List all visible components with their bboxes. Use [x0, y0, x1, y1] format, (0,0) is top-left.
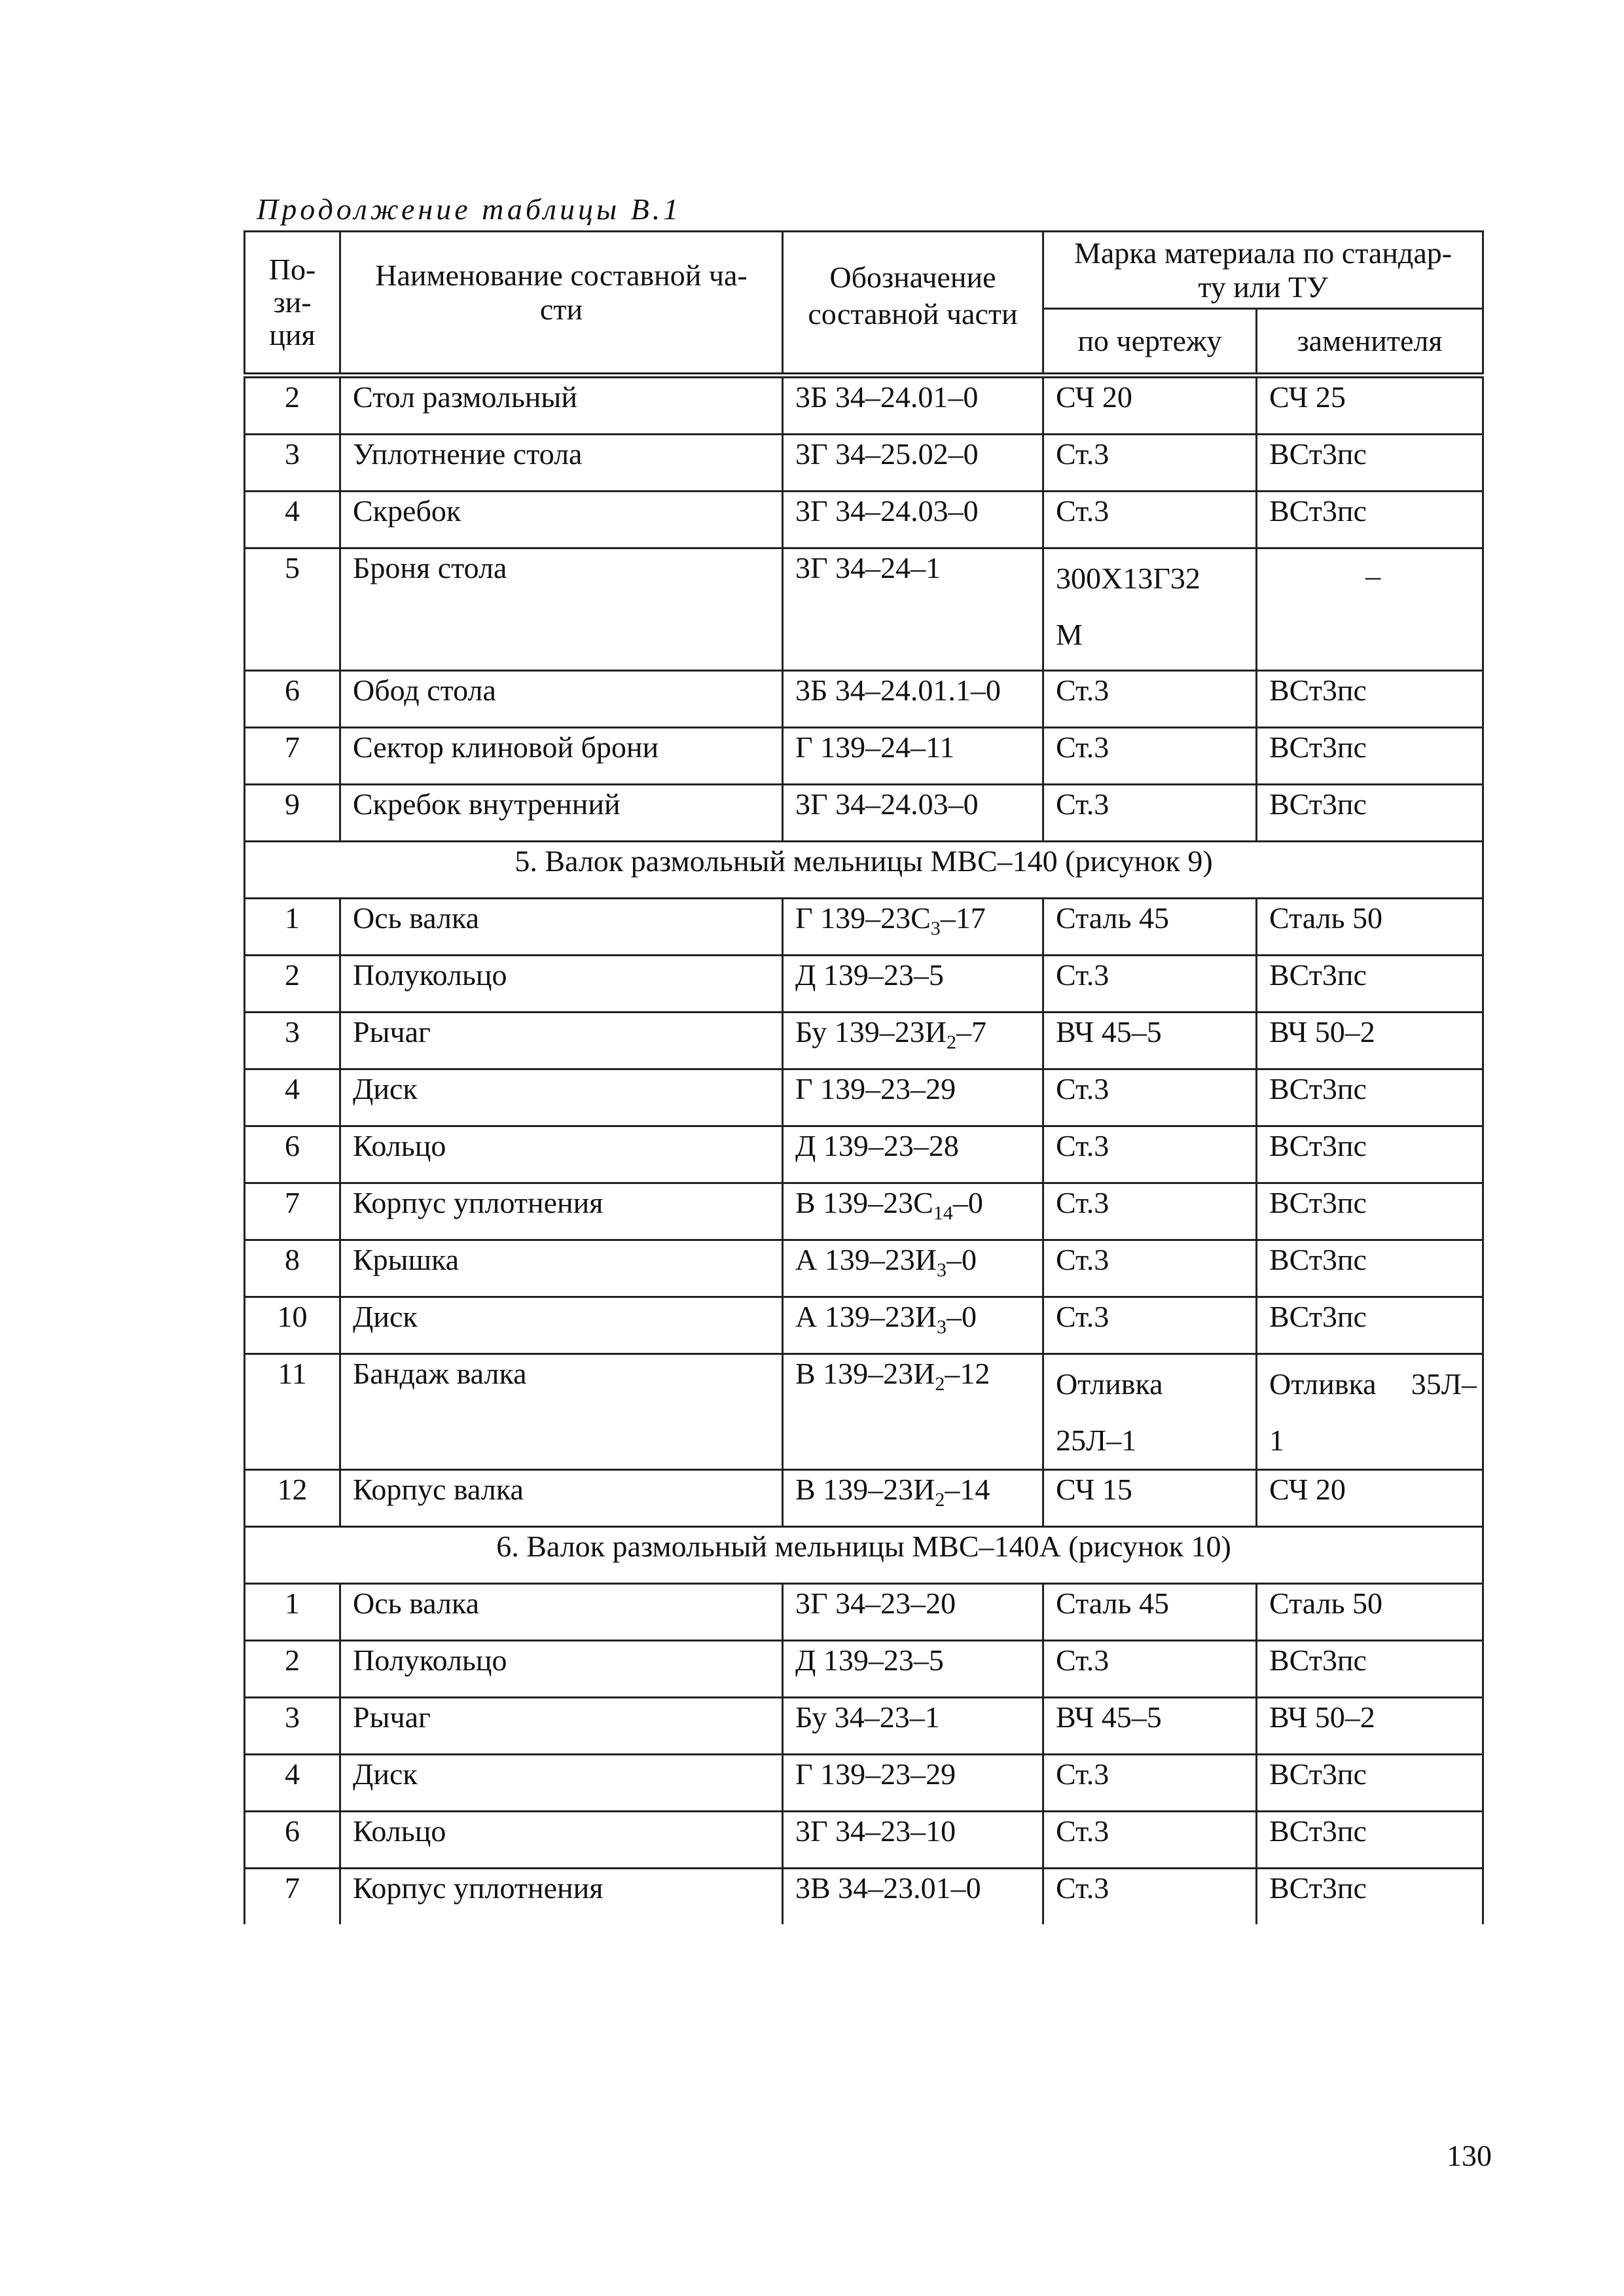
designation-suffix: –14	[945, 1473, 990, 1506]
table-row	[245, 548, 1483, 671]
cell-designation: 3Г 34–23–20	[783, 1584, 1043, 1641]
cell-designation: Г 139–23–29	[783, 1755, 1043, 1812]
cell-designation	[783, 1297, 1043, 1354]
cell-designation: Бу 34–23–1	[783, 1698, 1043, 1755]
cell-material: Ст.3	[1043, 1869, 1257, 1925]
table-row	[245, 1297, 1483, 1354]
table-row	[245, 1755, 1483, 1812]
cell-position: 4	[245, 1069, 340, 1126]
cell-position: 6	[245, 671, 340, 728]
cell-substitute: ВСт3пс	[1257, 1641, 1483, 1698]
cell-position: 3	[245, 1013, 340, 1069]
table-row	[245, 1470, 1483, 1527]
cell-material: Сталь 45	[1043, 1584, 1257, 1641]
table-row	[245, 728, 1483, 785]
cell-material: Отливка 25Л–1	[1043, 1354, 1257, 1470]
designation-subscript: 2	[935, 1373, 945, 1395]
materials-table	[244, 230, 1484, 1924]
cell-designation: 3В 34–23.01–0	[783, 1869, 1043, 1925]
cell-substitute	[1257, 1354, 1483, 1470]
table-row	[245, 376, 1483, 435]
cell-position: 2	[245, 1641, 340, 1698]
table-row	[245, 1013, 1483, 1069]
cell-name: Диск	[340, 1755, 783, 1812]
cell-position: 6	[245, 1812, 340, 1869]
cell-designation	[783, 1183, 1043, 1240]
cell-material: СЧ 20	[1043, 376, 1257, 435]
cell-substitute: ВСт3пс	[1257, 1869, 1483, 1925]
table-header	[245, 232, 1483, 376]
cell-substitute: ВСт3пс	[1257, 1183, 1483, 1240]
cell-name: Сектор клиновой брони	[340, 728, 783, 785]
cell-name: Корпус уплотнения	[340, 1183, 783, 1240]
cell-position: 3	[245, 435, 340, 492]
cell-position: 2	[245, 376, 340, 435]
table-row	[245, 785, 1483, 842]
table-row	[245, 492, 1483, 548]
cell-position: 12	[245, 1470, 340, 1527]
table-row	[245, 435, 1483, 492]
designation-text: А 139–23И	[795, 1243, 937, 1276]
cell-position: 5	[245, 548, 340, 671]
cell-name: Скребок внутренний	[340, 785, 783, 842]
substitute-part: 1	[1269, 1424, 1284, 1457]
cell-name: Ось валка	[340, 1584, 783, 1641]
table-row	[245, 1641, 1483, 1698]
cell-substitute: ВСт3пс	[1257, 1297, 1483, 1354]
cell-position: 10	[245, 1297, 340, 1354]
cell-designation	[783, 899, 1043, 956]
cell-position: 7	[245, 1869, 340, 1925]
designation-text: В 139–23И	[795, 1357, 935, 1390]
cell-name: Диск	[340, 1297, 783, 1354]
cell-designation: Д 139–23–5	[783, 1641, 1043, 1698]
cell-name: Полукольцо	[340, 956, 783, 1013]
designation-suffix: –0	[952, 1186, 983, 1219]
cell-position: 2	[245, 956, 340, 1013]
cell-substitute: ВСт3пс	[1257, 1755, 1483, 1812]
substitute-part: 35Л–	[1411, 1367, 1477, 1401]
designation-subscript: 3	[936, 1316, 947, 1338]
cell-substitute: ВСт3пс	[1257, 785, 1483, 842]
designation-subscript: 3	[930, 918, 941, 940]
cell-name: Уплотнение стола	[340, 435, 783, 492]
table-caption: Продолжение таблицы В.1	[257, 192, 682, 226]
cell-name: Ось валка	[340, 899, 783, 956]
cell-designation: Д 139–23–28	[783, 1126, 1043, 1183]
cell-name: Полукольцо	[340, 1641, 783, 1698]
cell-position: 4	[245, 492, 340, 548]
designation-suffix: –17	[940, 901, 986, 935]
cell-position: 9	[245, 785, 340, 842]
cell-designation	[783, 1013, 1043, 1069]
header-substitute: заменителя	[1257, 309, 1483, 376]
cell-designation: Г 139–23–29	[783, 1069, 1043, 1126]
cell-name: Кольцо	[340, 1126, 783, 1183]
cell-designation: Г 139–24–11	[783, 728, 1043, 785]
cell-name: Кольцо	[340, 1812, 783, 1869]
cell-name: Корпус уплотнения	[340, 1869, 783, 1925]
cell-substitute: ВСт3пс	[1257, 1812, 1483, 1869]
cell-material: Ст.3	[1043, 1297, 1257, 1354]
cell-position: 8	[245, 1240, 340, 1297]
cell-designation	[783, 1240, 1043, 1297]
table-row	[245, 1240, 1483, 1297]
cell-name: Обод стола	[340, 671, 783, 728]
cell-position: 11	[245, 1354, 340, 1470]
cell-name: Стол размольный	[340, 376, 783, 435]
table-row	[245, 1183, 1483, 1240]
cell-material: Ст.3	[1043, 728, 1257, 785]
cell-substitute: ВСт3пс	[1257, 492, 1483, 548]
designation-text: В 139–23И	[795, 1473, 935, 1506]
designation-subscript: 14	[933, 1202, 953, 1225]
designation-subscript: 2	[935, 1489, 945, 1511]
table-row	[245, 671, 1483, 728]
cell-name: Крышка	[340, 1240, 783, 1297]
cell-designation: 3Г 34–25.02–0	[783, 435, 1043, 492]
cell-designation	[783, 1354, 1043, 1470]
designation-suffix: –0	[946, 1243, 977, 1276]
cell-name: Скребок	[340, 492, 783, 548]
designation-text: Г 139–23С	[795, 901, 931, 935]
cell-material: Ст.3	[1043, 671, 1257, 728]
cell-name: Корпус валка	[340, 1470, 783, 1527]
page-number: 130	[1447, 2139, 1492, 2172]
cell-material: Ст.3	[1043, 435, 1257, 492]
table-row	[245, 899, 1483, 956]
cell-position: 3	[245, 1698, 340, 1755]
designation-text: В 139–23С	[795, 1186, 933, 1219]
cell-material: ВЧ 45–5	[1043, 1698, 1257, 1755]
cell-substitute: ВЧ 50–2	[1257, 1013, 1483, 1069]
section-title: 5. Валок размольный мельницы МВС–140 (рисунок 9)	[245, 842, 1483, 899]
cell-material: ВЧ 45–5	[1043, 1013, 1257, 1069]
table-row	[245, 1584, 1483, 1641]
designation-text: Бу 139–23И	[795, 1015, 947, 1049]
table-row	[245, 956, 1483, 1013]
cell-position: 1	[245, 899, 340, 956]
table-body	[245, 376, 1483, 1925]
cell-substitute: ВСт3пс	[1257, 1069, 1483, 1126]
cell-material: Ст.3	[1043, 1126, 1257, 1183]
cell-designation: 3Г 34–24.03–0	[783, 492, 1043, 548]
cell-designation: Д 139–23–5	[783, 956, 1043, 1013]
table-row	[245, 1869, 1483, 1925]
cell-material: Ст.3	[1043, 1069, 1257, 1126]
cell-designation: 3Г 34–24.03–0	[783, 785, 1043, 842]
designation-suffix: –0	[946, 1300, 977, 1333]
cell-name: Бандаж валка	[340, 1354, 783, 1470]
cell-substitute: Сталь 50	[1257, 1584, 1483, 1641]
cell-material: Ст.3	[1043, 492, 1257, 548]
cell-position: 7	[245, 728, 340, 785]
section-row	[245, 842, 1483, 899]
table-row	[245, 1354, 1483, 1470]
header-position: По- зи- ция	[245, 232, 340, 376]
cell-designation: 3Б 34–24.01–0	[783, 376, 1043, 435]
table-row	[245, 1812, 1483, 1869]
cell-substitute: ВСт3пс	[1257, 1126, 1483, 1183]
cell-designation: 3Г 34–24–1	[783, 548, 1043, 671]
cell-substitute: ВСт3пс	[1257, 1240, 1483, 1297]
cell-material: СЧ 15	[1043, 1470, 1257, 1527]
table-row	[245, 1126, 1483, 1183]
cell-designation: 3Г 34–23–10	[783, 1812, 1043, 1869]
cell-substitute: –	[1257, 548, 1483, 671]
cell-designation: 3Б 34–24.01.1–0	[783, 671, 1043, 728]
cell-material: Ст.3	[1043, 1755, 1257, 1812]
cell-position: 6	[245, 1126, 340, 1183]
cell-name: Рычаг	[340, 1013, 783, 1069]
designation-subscript: 3	[936, 1259, 947, 1282]
cell-name: Рычаг	[340, 1698, 783, 1755]
cell-material: 300Х13Г32 М	[1043, 548, 1257, 671]
section-row	[245, 1527, 1483, 1584]
cell-material: Ст.3	[1043, 785, 1257, 842]
cell-material: Ст.3	[1043, 956, 1257, 1013]
cell-position: 4	[245, 1755, 340, 1812]
section-title: 6. Валок размольный мельницы МВС–140А (рисунок 10)	[245, 1527, 1483, 1584]
cell-substitute: СЧ 20	[1257, 1470, 1483, 1527]
substitute-part: Отливка	[1269, 1367, 1377, 1401]
designation-text: А 139–23И	[795, 1300, 937, 1333]
cell-substitute: ВСт3пс	[1257, 956, 1483, 1013]
cell-name: Диск	[340, 1069, 783, 1126]
designation-subscript: 2	[947, 1031, 956, 1054]
designation-suffix: –12	[945, 1357, 990, 1390]
designation-suffix: –7	[956, 1015, 986, 1049]
cell-material: Ст.3	[1043, 1812, 1257, 1869]
header-name: Наименование составной ча- сти	[340, 232, 783, 376]
header-material-group: Марка материала по стандар- ту или ТУ	[1043, 232, 1483, 309]
header-designation: Обозначение составной части	[783, 232, 1043, 376]
cell-designation	[783, 1470, 1043, 1527]
cell-position: 1	[245, 1584, 340, 1641]
table-row	[245, 1069, 1483, 1126]
cell-substitute: ВСт3пс	[1257, 435, 1483, 492]
cell-substitute: СЧ 25	[1257, 376, 1483, 435]
cell-substitute: ВСт3пс	[1257, 671, 1483, 728]
header-by-drawing: по чертежу	[1043, 309, 1257, 376]
cell-substitute: ВСт3пс	[1257, 728, 1483, 785]
cell-position: 7	[245, 1183, 340, 1240]
cell-substitute: ВЧ 50–2	[1257, 1698, 1483, 1755]
cell-material: Ст.3	[1043, 1240, 1257, 1297]
cell-material: Сталь 45	[1043, 899, 1257, 956]
cell-name: Броня стола	[340, 548, 783, 671]
cell-material: Ст.3	[1043, 1641, 1257, 1698]
table-row	[245, 1698, 1483, 1755]
cell-material: Ст.3	[1043, 1183, 1257, 1240]
cell-substitute: Сталь 50	[1257, 899, 1483, 956]
